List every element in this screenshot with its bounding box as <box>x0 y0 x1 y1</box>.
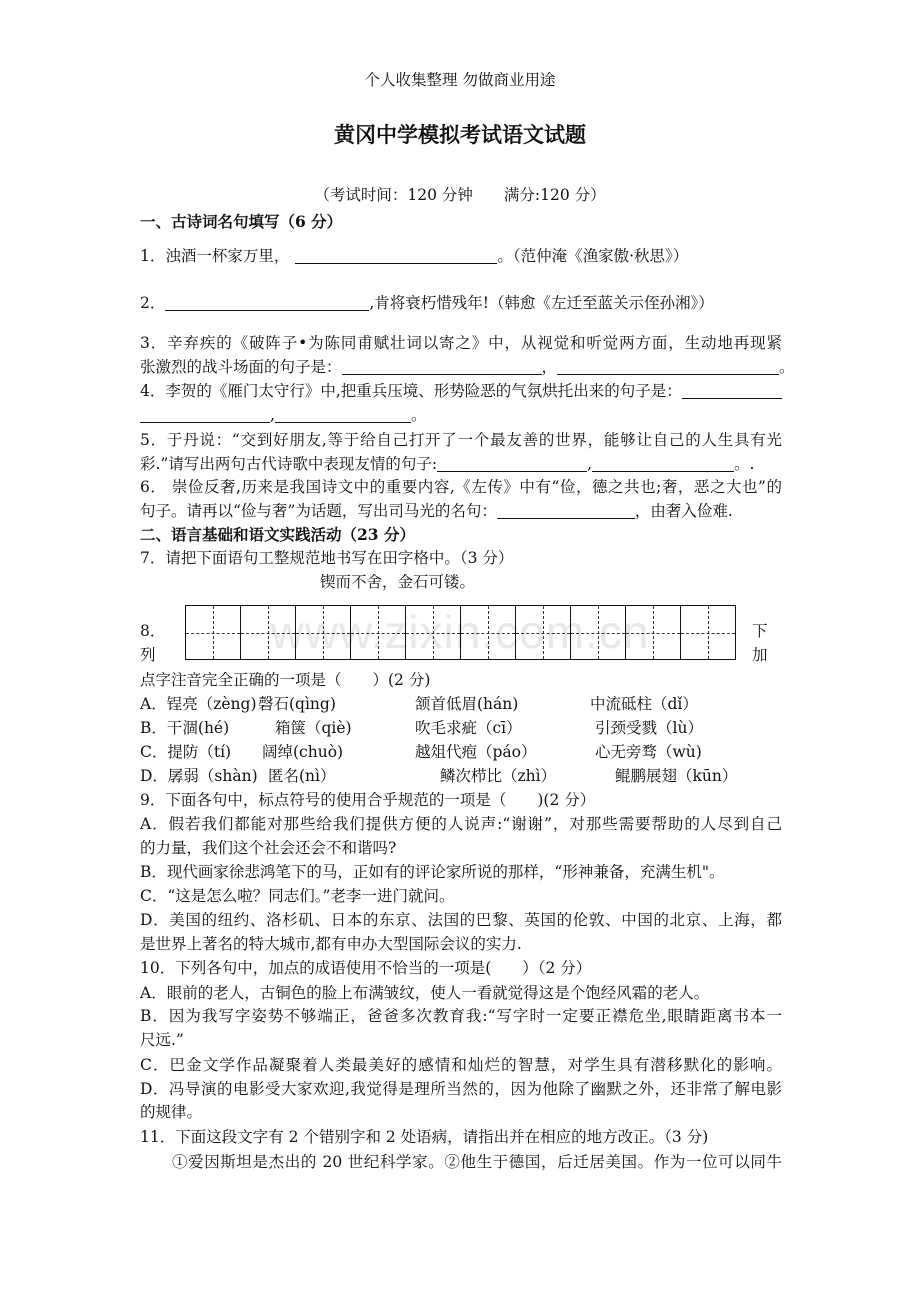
question-10-option-b-line-1: B．因为我写字姿势不够端正，爸爸多次教育我:“写字时一定要正襟危坐,眼睛距离书本一 <box>140 1007 782 1025</box>
question-3-line-1: 3．辛弃疾的《破阵子•为陈同甫赋壮词以寄之》中，从视觉和听觉两方面，生动地再现紧 <box>140 334 782 352</box>
answer-blank <box>275 403 411 423</box>
option-item: 阔绰(chuò) <box>262 743 344 761</box>
option-item: 吹毛求疵（cī） <box>415 719 522 737</box>
tianzige-cell <box>681 606 736 659</box>
question-2 <box>140 291 782 315</box>
answer-blank <box>140 403 270 423</box>
question-5-line-1: 5．于丹说：“交到好朋友,等于给自己打开了一个最友善的世界，能够让自己的人生具有光 <box>140 431 782 449</box>
question-5-text: 彩.”请写出两句古代诗歌中表现友情的句子: <box>140 455 438 473</box>
answer-blank <box>682 379 782 399</box>
section-1-heading: 一、古诗词名句填写（6 分） <box>140 212 343 231</box>
option-item: 箱箧（qiè) <box>275 719 352 737</box>
question-8-option-d <box>140 764 782 788</box>
tianzige-cell <box>516 606 571 659</box>
answer-blank <box>592 452 734 472</box>
question-4-text: 4．李贺的《雁门太守行》中,把重兵压境、形势险恶的气氛烘托出来的句子是： <box>140 382 682 400</box>
answer-blank <box>342 355 542 375</box>
line-end-mark: 。 <box>779 358 795 376</box>
question-9-option-c: C．“这是怎么啦？同志们。”老李一进门就问。 <box>140 887 455 905</box>
question-4-line-1 <box>140 379 782 403</box>
question-6-line-1: 6． 崇俭反奢,历来是我国诗文中的重要内容,《左传》中有“俭，德之共也;奢，恶之大也”的 <box>140 478 782 496</box>
question-1-text: 1．浊酒一杯家万里， <box>140 247 290 265</box>
tianzige-cell <box>296 606 351 659</box>
option-item: 鲲鹏展翅（kūn） <box>615 767 738 785</box>
tianzige-cell <box>626 606 681 659</box>
question-10-option-a: A．眼前的老人，古铜色的脸上布满皱纹，使人一看就觉得这是个饱经风霜的老人。 <box>140 984 710 1002</box>
option-item: 心无旁骛（wù) <box>595 743 702 761</box>
question-9-option-a-line-2: 的力量，我们这个社会还会不和谐吗? <box>140 839 397 857</box>
question-8-wrap-text: 下 <box>752 622 768 640</box>
question-5-line-2 <box>140 452 782 476</box>
blank-separator: ， <box>541 358 558 376</box>
question-6-line-2 <box>140 499 782 523</box>
question-2-text: ,肯将衰朽惜残年!（韩愈《左迁至蓝关示侄孙湘》） <box>369 294 714 312</box>
question-7-prompt: 7．请把下面语句工整规范地书写在田字格中。（3 分） <box>140 549 514 567</box>
tianzige-cell <box>571 606 626 659</box>
option-item: 磬石(qìng) <box>258 695 336 713</box>
line-end-mark: 。 <box>410 406 427 424</box>
tianzige-cell <box>461 606 516 659</box>
question-10-option-d-line-1: D．冯导演的电影受大家欢迎,我觉得是理所当然的，因为他除了幽默之外，还非常了解电影 <box>140 1080 782 1098</box>
question-8-number: 8． <box>140 622 166 640</box>
question-9-prompt: 9．下面各句中，标点符号的使用合乎规范的一项是（ )(2 分） <box>140 791 596 809</box>
question-8-wrap-text: 列 <box>140 646 156 664</box>
question-9-option-a-line-1: A．假若我们都能对那些给我们提供方便的人说声:“谢谢”，对那些需要帮助的人尽到自己 <box>140 815 782 833</box>
header-note: 个人收集整理 勿做商业用途 <box>364 71 556 89</box>
section-2-heading: 二、语言基础和语文实践活动（23 分） <box>140 525 415 544</box>
answer-blank <box>557 355 779 375</box>
exam-info: （考试时间：120 分钟 满分:120 分） <box>314 186 606 204</box>
question-6-text: 句子。请再以“俭与奢”为话题，写出司马光的名句： <box>140 502 497 520</box>
question-3-line-2 <box>140 355 795 379</box>
question-11-passage: ①爱因斯坦是杰出的 20 世纪科学家。②他生于德国，后迁居美国。作为一位可以同牛 <box>172 1153 782 1171</box>
question-10-prompt: 10．下列各句中，加点的成语使用不恰当的一项是( ）（2 分） <box>140 959 592 977</box>
line-end-mark: 。. <box>734 455 755 473</box>
question-8-option-c <box>140 740 782 764</box>
option-item: A．锃亮（zèng) <box>140 695 257 713</box>
option-item: 引颈受戮（lù） <box>595 719 703 737</box>
question-10-option-d-line-2: 的规律。 <box>140 1103 203 1121</box>
question-1-source: 。（范仲淹《渔家傲·秋思》） <box>497 247 689 265</box>
option-item: 越俎代疱（páo） <box>415 743 537 761</box>
answer-blank <box>165 291 369 311</box>
question-8-prompt: 点字注音完全正确的一项是（ ）(2 分) <box>140 671 431 689</box>
question-10-option-b-line-2: 尺远.” <box>140 1031 184 1049</box>
answer-blank <box>497 499 635 519</box>
question-4-line-2 <box>140 403 782 427</box>
question-10-option-c: C．巴金文学作品凝聚着人类最美好的感情和灿烂的智慧，对学生具有潜移默化的影响。 <box>140 1056 782 1074</box>
tianzige-cell <box>186 606 241 659</box>
question-7-phrase: 锲而不舍，金石可镂。 <box>320 573 476 591</box>
option-item: D．孱弱（shàn) <box>140 767 258 785</box>
option-item: 中流砥柱（dǐ） <box>590 695 698 713</box>
question-1 <box>140 244 782 268</box>
option-item: 鳞次栉比（zhì） <box>440 767 557 785</box>
option-item: 颔首低眉(hán) <box>415 695 519 713</box>
blank-separator: , <box>270 406 275 424</box>
question-3-text: 张激烈的战斗场面的句子是： <box>140 358 342 376</box>
tianzige-cell <box>351 606 406 659</box>
answer-blank <box>437 452 587 472</box>
option-item: 匿名(nì） <box>268 767 336 785</box>
tianzige-cell <box>241 606 296 659</box>
tianzige-cell <box>406 606 461 659</box>
question-8-wrap-text: 加 <box>752 646 768 664</box>
question-6-text-end: ，由奢入俭难. <box>634 502 733 520</box>
question-9-option-d-line-1: D．美国的纽约、洛杉矶、日本的东京、法国的巴黎、英国的伦敦、中国的北京、上海，都 <box>140 911 782 929</box>
question-2-number: 2． <box>140 294 166 312</box>
question-8-option-b <box>140 716 782 740</box>
page-title: 黄冈中学模拟考试语文试题 <box>334 122 586 147</box>
question-9-option-b: B．现代画家徐悲鸿笔下的马，正如有的评论家所说的那样，“形神兼备，充满生机"。 <box>140 863 725 881</box>
tianzige-grid <box>185 605 736 660</box>
question-11-prompt: 11．下面这段文字有 2 个错别字和 2 处语病，请指出并在相应的地方改正。（3 分) <box>140 1128 709 1146</box>
question-8-option-a <box>140 692 782 716</box>
answer-blank <box>295 244 497 264</box>
question-9-option-d-line-2: 是世界上著名的特大城市,都有申办大型国际会议的实力. <box>140 935 522 953</box>
watermark: www.zixin.com.cn <box>270 606 650 658</box>
blank-separator: , <box>587 455 593 473</box>
option-item: B．干涸(hé) <box>140 719 230 737</box>
option-item: C．提防（tí) <box>140 743 232 761</box>
